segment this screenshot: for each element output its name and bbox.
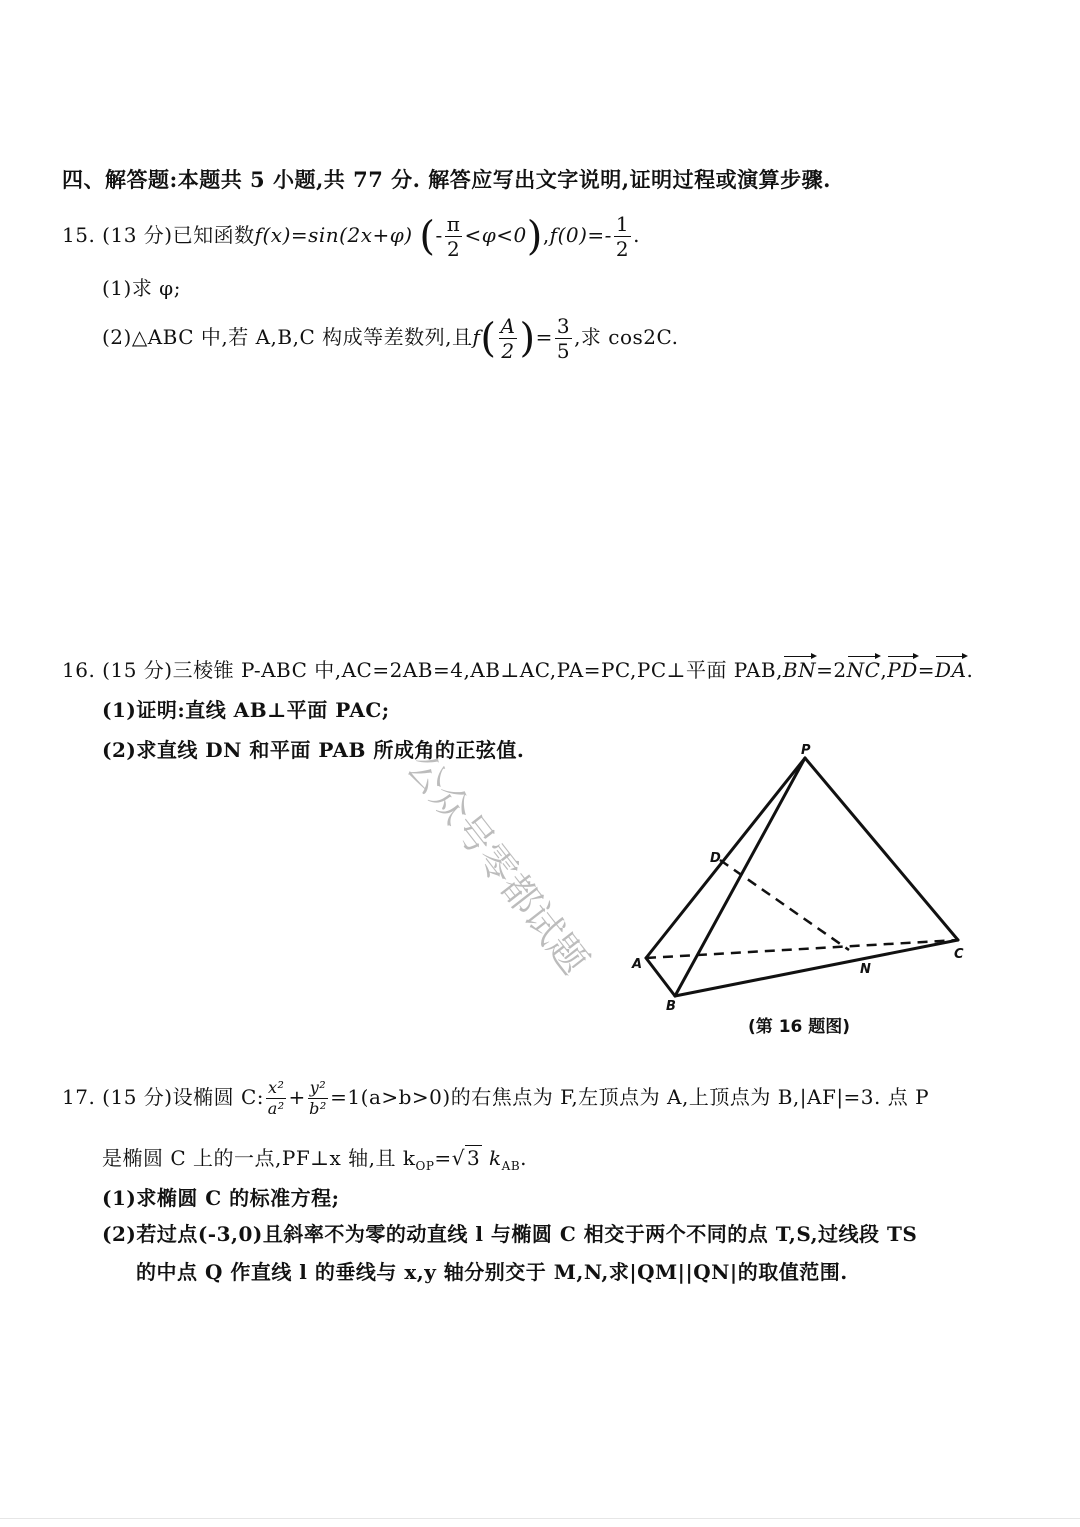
q15-stem-prefix: 已知函数 (172, 223, 255, 247)
q17-line2: 是椭圆 C 上的一点,PF⊥x 轴,且 $k_{OP}=√$ 3 $k_{AB}$. (102, 1146, 527, 1173)
q16-vec-pd: PD (887, 658, 918, 682)
q16-stem-a: 三棱锥 P-ABC 中,AC=2AB=4,AB⊥AC,PA=PC,PC⊥平面 PAB, (172, 658, 783, 682)
q17-k-op-sub: OP (415, 1159, 435, 1173)
q15-part2-arg: $\frac{A}{2}$ (500, 314, 516, 363)
label-c: C (954, 947, 964, 962)
footer-divider (0, 1518, 1080, 1519)
q17-frac-x: $\frac{\text{x²}}{\text{a²}}$ (267, 1078, 285, 1118)
q15-func: f(x)=sin(2x+φ) (254, 223, 413, 247)
q16-score: (15 分) (102, 658, 173, 682)
q17-score: (15 分) (102, 1085, 173, 1109)
q17-k-ab-sub: AB (501, 1159, 521, 1173)
watermark-text: 公众号零都试题 (398, 745, 597, 983)
q16-figure-caption: (第 16 题图) (748, 1017, 851, 1037)
q15-f0-frac: $\frac{1}{2}$ (615, 212, 630, 261)
q15-part2-val: $\frac{3}{5}$ (556, 314, 571, 363)
segment-dn-hidden (720, 860, 849, 950)
q16-stem: 16. (15 分)三棱锥 P-ABC 中,AC=2AB=4,AB⊥AC,PA=PC,PC⊥平面 PAB,BN=2NC,PD=DA. (62, 658, 974, 682)
q15-score: (13 分) (102, 223, 173, 247)
section-heading: 四、解答题:本题共 5 小题,共 77 分. 解答应写出文字说明,证明过程或演算步骤. (62, 167, 831, 192)
q15-paren-open: ( (419, 213, 436, 260)
label-n: N (860, 962, 871, 977)
q15-cond-frac: $\frac{\pi}{2}$ (446, 212, 461, 261)
q16-vec-nc: NC (846, 658, 881, 682)
q15-part1: (1)求 φ; (102, 276, 181, 300)
q16-vec-bn: BN (782, 658, 817, 682)
q17-stem-prefix: 设椭圆 C: (172, 1085, 264, 1109)
q16-number: 16. (62, 658, 96, 682)
label-b: B (666, 999, 676, 1014)
q17-part1: (1)求椭圆 C 的标准方程; (102, 1186, 340, 1210)
q16-part1: (1)证明:直线 AB⊥平面 PAC; (102, 698, 390, 722)
q15-number: 15. (62, 223, 96, 247)
label-a: A (632, 957, 643, 972)
q15-part2-prefix: (2)△ABC 中,若 A,B,C 构成等差数列,且 (102, 325, 473, 349)
q15-cond-rest: <φ<0 (464, 223, 527, 247)
edge-pc (805, 758, 958, 940)
q17-part2-line1: (2)若过点(-3,0)且斜率不为零的动直线 l 与椭圆 C 相交于两个不同的点 T,S,过线段 TS (102, 1222, 918, 1246)
q15-part2-suffix: ,求 cos2C. (574, 325, 679, 349)
q16-part2: (2)求直线 DN 和平面 PAB 所成角的正弦值. (102, 738, 525, 762)
edge-pb (675, 758, 805, 996)
q17-stem: 17. (15 分)设椭圆 C: $\frac{\text{x²}}{\text{a²}}$ + $\frac{\text{y²}}{\text{b²}}$ =1(a>b>0)的右焦点为 F,左顶点为 A,上顶点为 B,|AF|=3. 点 P (62, 1078, 930, 1118)
q15-paren-close: ) (526, 213, 543, 260)
q17-part2-line2: 的中点 Q 作直线 l 的垂线与 x,y 轴分别交于 M,N,求|QM||QN|的取值范围. (136, 1260, 848, 1284)
q17-sqrt: √ 3 (451, 1146, 481, 1170)
q16-pyramid-figure (620, 740, 980, 1040)
label-d: D (710, 851, 721, 866)
q15-f0: f(0)=- (549, 223, 612, 247)
q15-stem: 15. (13 分)已知函数f(x)=sin(2x+φ) (- $\frac{\pi}{2}$ <φ<0),f(0)=- $\frac{1}{2}$ . (62, 212, 641, 261)
edge-pa (646, 758, 805, 958)
q15-part2-f: f (472, 325, 481, 349)
q17-frac-y: $\frac{\text{y²}}{\text{b²}}$ (309, 1078, 327, 1118)
q17-number: 17. (62, 1085, 96, 1109)
q15-part2: (2)△ABC 中,若 A,B,C 构成等差数列,且f( $\frac{A}{2}$ )= $\frac{3}{5}$ ,求 cos2C. (102, 314, 679, 363)
q17-stem-suffix: =1(a>b>0)的右焦点为 F,左顶点为 A,上顶点为 B,|AF|=3. 点 P (330, 1085, 930, 1109)
edge-ab (646, 958, 675, 996)
q16-vec-da: DA (935, 658, 967, 682)
label-p: P (801, 743, 811, 758)
